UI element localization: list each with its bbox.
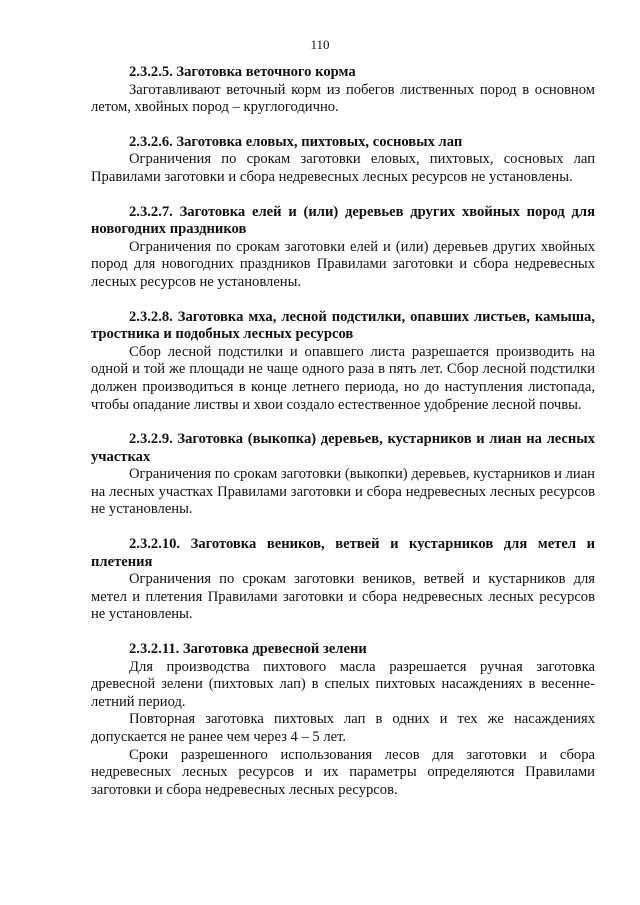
section-heading: 2.3.2.7. Заготовка елей и (или) деревьев других хвойных пород для новогодних праздников [91,203,595,238]
section-2-3-2-6 [91,134,595,187]
section-paragraph: Заготавливают веточный корм из побегов лиственных пород в основном летом, хвойных пород – круглогодично. [91,81,595,116]
section-2-3-2-7 [91,204,595,292]
section-heading: 2.3.2.8. Заготовка мха, лесной подстилки, опавших листьев, камыша, тростника и подобных лесных ресурсов [91,308,595,343]
section-paragraph: Для производства пихтового масла разрешается ручная заготовка древесной зелени (пихтовых лап) в спелых пихтовых насаждениях в весенне-летний период. [91,658,595,710]
section-heading: 2.3.2.5. Заготовка веточного корма [129,64,356,80]
section-paragraph: Сбор лесной подстилки и опавшего листа разрешается производить на одной и той же площади не чаще одного раза в пять лет. Сбор лесной подстилки должен производиться в конце летнего периода, но до наступления листопада, чтобы опадание листвы и хвои создало естественное удобрение лесной почвы. [91,343,595,413]
section-2-3-2-10 [91,536,595,624]
section-paragraph: Ограничения по срокам заготовки (выкопки) деревьев, кустарников и лиан на лесных участках Правилами заготовки и сбора недревесных лесных ресурсов не установлены. [91,466,595,518]
section-paragraph: Ограничения по срокам заготовки елей и (или) деревьев других хвойных пород для новогодних праздников Правилами заготовки и сбора недревесных лесных ресурсов не установлены. [91,238,595,290]
section-paragraph: Сроки разрешенного использования лесов для заготовки и сбора недревесных лесных ресурсов и их параметры определяются Правилами заготовки и сбора недревесных лесных ресурсов. [91,746,595,798]
document-body [91,64,595,816]
section-paragraph: Повторная заготовка пихтовых лап в одних и тех же насаждениях допускается не ранее чем через 4 – 5 лет. [91,711,595,745]
section-2-3-2-8 [91,309,595,415]
section-heading: 2.3.2.10. Заготовка веников, ветвей и кустарников для метел и плетения [91,536,595,570]
section-2-3-2-9 [91,431,595,519]
section-paragraph: Ограничения по срокам заготовки еловых, пихтовых, сосновых лап Правилами заготовки и сбора недревесных лесных ресурсов не установлены. [91,151,595,185]
section-heading: 2.3.2.11. Заготовка древесной зелени [129,641,367,658]
section-heading: 2.3.2.9. Заготовка (выкопка) деревьев, кустарников и лиан на лесных участках [91,431,595,465]
section-paragraph: Ограничения по срокам заготовки веников, ветвей и кустарников для метел и плетения Правилами заготовки и сбора недревесных лесных ресурсов не установлены. [91,571,595,623]
section-2-3-2-11 [91,641,595,799]
section-2-3-2-5 [91,64,595,117]
page-number: 110 [310,37,330,52]
section-heading: 2.3.2.6. Заготовка еловых, пихтовых, сосновых лап [129,133,463,150]
